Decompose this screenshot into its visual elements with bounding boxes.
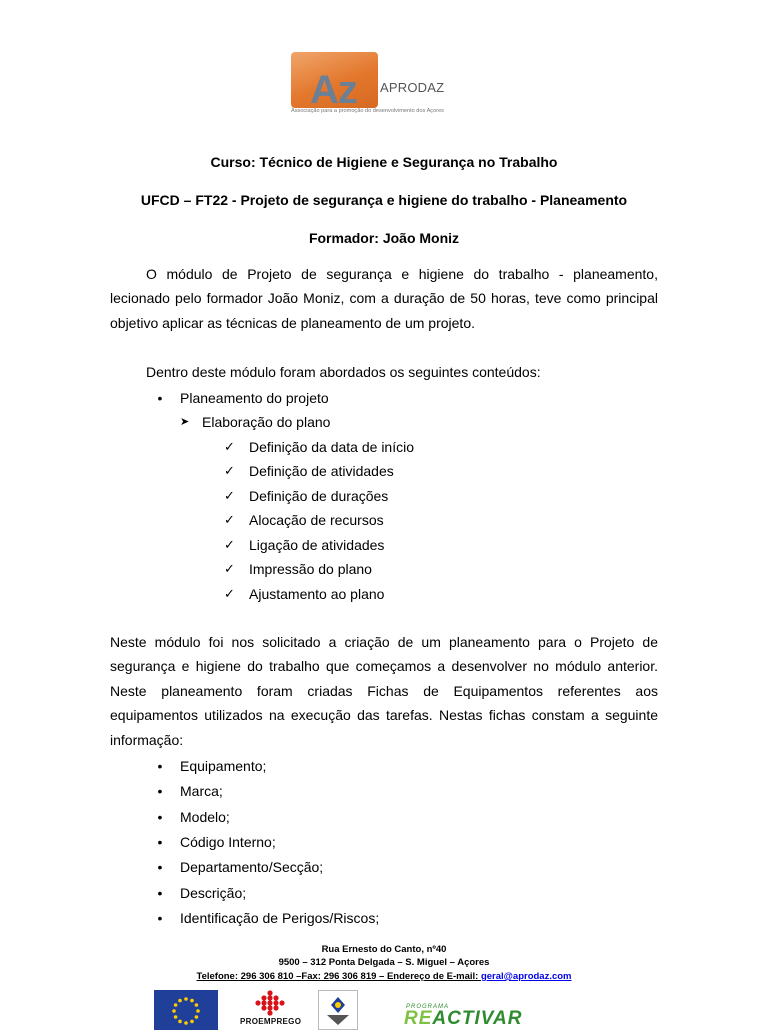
eu-flag-logo xyxy=(154,990,218,1030)
ufcd-heading: UFCD – FT22 - Projeto de segurança e higiene do trabalho - Planeamento xyxy=(140,192,628,208)
list-item-level3: Definição de durações xyxy=(249,488,389,504)
bullet-icon: • xyxy=(157,834,163,850)
list-item-level3: Impressão do plano xyxy=(249,561,372,577)
paragraph-line: Neste módulo foi nos solicitado a criação de um planeamento para o Projeto de xyxy=(110,634,658,650)
azores-emblem-icon xyxy=(319,991,357,1029)
paragraph-line: equipamentos utilizados na execução das tarefas. Nestas fichas constam a seguinte xyxy=(110,707,658,724)
field-list-item: Código Interno; xyxy=(180,834,276,850)
arrow-bullet-icon: ➤ xyxy=(180,416,190,428)
paragraph-line: lecionado pelo formador João Moniz, com a duração de 50 horas, teve como principal xyxy=(110,290,658,307)
bullet-icon: • xyxy=(157,859,163,875)
logo-tagline: Associação para a promoção do desenvolvimento dos Açores xyxy=(291,108,444,114)
field-list-item: Equipamento; xyxy=(180,758,267,774)
bullet-icon: • xyxy=(157,885,163,901)
bullet-icon: • xyxy=(157,910,163,926)
field-list-item: Descrição; xyxy=(180,885,247,901)
paragraph-line: segurança e higiene do trabalho que começamos a desenvolver no módulo anterior. xyxy=(110,658,658,675)
list-item-level1: Planeamento do projeto xyxy=(180,390,329,406)
email-link[interactable]: geral@aprodaz.com xyxy=(480,971,572,982)
bullet-icon: • xyxy=(157,758,163,774)
reactivar-re: RE xyxy=(404,1008,433,1029)
course-heading: Curso: Técnico de Higiene e Segurança no Trabalho xyxy=(210,154,558,170)
check-icon: ✓ xyxy=(224,561,235,576)
proemprego-label: PROEMPREGO xyxy=(240,1017,302,1026)
programa-label: PROGRAMA xyxy=(406,1004,450,1010)
footer-address-line1: Rua Ernesto do Canto, nº40 xyxy=(321,944,447,955)
field-list-item: Departamento/Secção; xyxy=(180,859,324,875)
field-list-item: Modelo; xyxy=(180,809,230,825)
proemprego-logo xyxy=(240,990,300,1030)
intro-paragraph xyxy=(110,262,658,335)
paragraph-line: objetivo aplicar as técnicas de planeamento de um projeto. xyxy=(110,314,475,331)
reactivar-activar: ACTIVAR xyxy=(432,1008,523,1029)
list-item-level3: Ajustamento ao plano xyxy=(249,586,385,602)
footer-address-line2: 9500 – 312 Ponta Delgada – S. Miguel – Açores xyxy=(278,957,490,968)
check-icon: ✓ xyxy=(224,463,235,478)
list-item-level3: Ligação de atividades xyxy=(249,537,385,553)
proemprego-dots-icon xyxy=(248,990,292,1016)
logo-name: APRODAZ xyxy=(380,80,445,95)
list-item-level3: Alocação de recursos xyxy=(249,512,384,528)
reactivar-wordmark xyxy=(404,1008,522,1030)
field-list-item: Marca; xyxy=(180,783,223,799)
paragraph-line: O módulo de Projeto de segurança e higiene do trabalho - planeamento, xyxy=(146,266,658,282)
azores-government-logo xyxy=(318,990,358,1030)
list-item-level3: Definição da data de início xyxy=(249,439,414,455)
reactivar-logo xyxy=(404,1004,600,1028)
logo-mark: Az xyxy=(310,68,357,112)
check-icon: ✓ xyxy=(224,537,235,552)
contents-intro: Dentro deste módulo foram abordados os seguintes conteúdos: xyxy=(146,364,541,380)
paragraph-line: Neste planeamento foram criadas Fichas de Equipamentos referentes aos xyxy=(110,682,658,699)
footer-contacts-text: Telefone: 296 306 810 –Fax: 296 306 819 – Endereço de E-mail: xyxy=(196,971,481,982)
check-icon: ✓ xyxy=(224,512,235,527)
bullet-icon: • xyxy=(157,783,163,799)
trainer-heading: Formador: João Moniz xyxy=(308,230,460,246)
bullet-icon: • xyxy=(157,390,163,406)
eu-stars-icon xyxy=(154,990,218,1030)
list-item-level2: Elaboração do plano xyxy=(202,414,331,430)
planning-paragraph xyxy=(110,630,658,752)
aprodaz-logo xyxy=(288,50,480,118)
check-icon: ✓ xyxy=(224,439,235,454)
footer-contacts xyxy=(0,971,768,983)
paragraph-line: informação: xyxy=(110,731,184,748)
field-list-item: Identificação de Perigos/Riscos; xyxy=(180,910,380,926)
list-item-level3: Definição de atividades xyxy=(249,463,394,479)
check-icon: ✓ xyxy=(224,488,235,503)
check-icon: ✓ xyxy=(224,586,235,601)
bullet-icon: • xyxy=(157,809,163,825)
